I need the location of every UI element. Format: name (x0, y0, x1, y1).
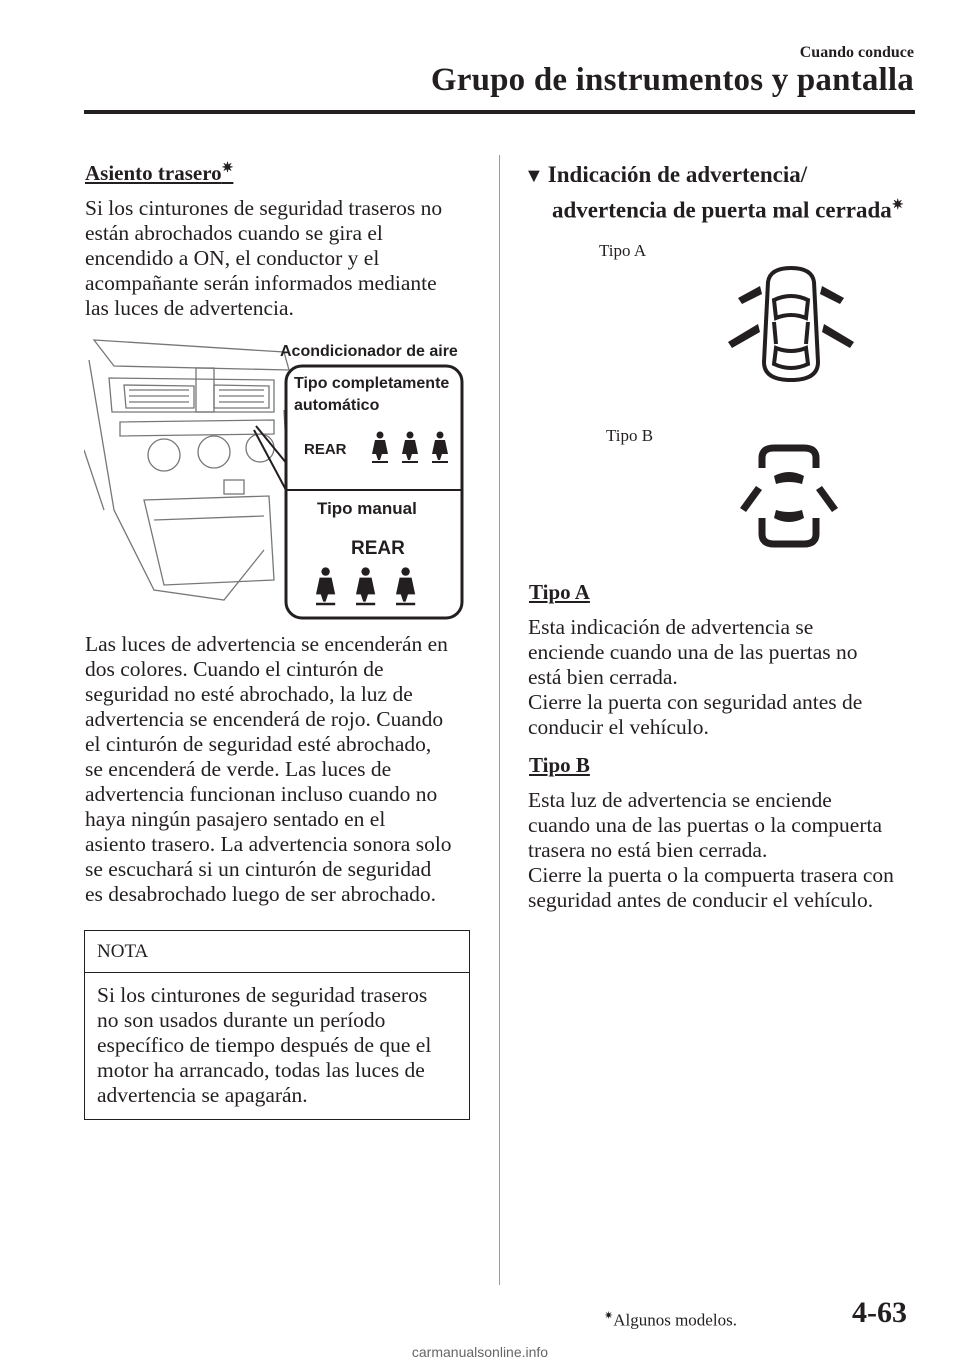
figure-a-label: Tipo A (599, 241, 647, 260)
figure-b-label: Tipo B (606, 426, 654, 445)
door-icon (740, 472, 838, 522)
rear-seat-heading-text: Asiento trasero (85, 161, 222, 185)
warning-lights-body: Las luces de advertencia se encenderán en dos colores. Cuando el cinturón de seguridad no esté abrochado, la luz de advertencia se encenderá de rojo. Cuando el cinturón de seguridad esté abrochado, se encenderá de verde. Las luces de advertencia funcionan incluso cuando no haya ningún pasajero sentado en el asiento trasero. La advertencia sonora solo se escuchará si un cinturón de seguridad es desabrochado luego de ser abrochado. (85, 632, 452, 906)
footer-note-text: Algunos modelos. (613, 1310, 737, 1330)
rear-seatbelt-figure (84, 330, 470, 620)
rear-label-auto: REAR (304, 441, 347, 458)
tipo-b-text: Esta luz de advertencia se enciende cuando una de las puertas o la compuerta trasera no está bien cerrada. Cierre la puerta o la compuerta trasera con seguridad antes de conducir el vehículo. (528, 788, 894, 912)
column-divider (499, 155, 500, 1285)
auto-type-label: automático (294, 397, 380, 414)
header-section: Cuando conduce (799, 44, 914, 61)
door-ajar-icon-a (718, 262, 864, 386)
some-models-mark: ✷ (891, 198, 904, 213)
manual-type-label: Tipo manual (317, 499, 417, 518)
some-models-mark: ✷ (604, 1310, 614, 1322)
aircon-label: Acondicionador de aire (280, 343, 458, 360)
footer-note (604, 1309, 737, 1331)
triangle-icon: ▼ (524, 165, 544, 187)
rear-seat-heading (85, 160, 233, 186)
rear-label-manual: REAR (351, 538, 405, 559)
note-title: NOTA (85, 931, 469, 973)
door-warning-heading-line1: Indicación de advertencia/ (547, 162, 808, 187)
note-text: Si los cinturones de seguridad traseros no son usados durante un período específico de tiempo después de que el motor ha arrancado, todas las luces de advertencia se apagarán. (97, 983, 432, 1107)
header-rule (84, 110, 915, 114)
door-warning-heading-line2: advertencia de puerta mal cerrada (552, 197, 892, 223)
door-warning-heading (524, 160, 904, 225)
watermark: carmanualsonline.info (411, 1344, 549, 1360)
note-box (84, 930, 470, 1120)
dashboard-drawing (84, 340, 294, 600)
car-top-view-icon (764, 268, 818, 380)
some-models-mark: ✷ (221, 161, 234, 176)
rear-seat-intro: Si los cinturones de seguridad traseros no están abrochados cuando se gira el encendido a ON, el conductor y el acompañante serán informados mediante las luces de advertencia. (85, 196, 443, 320)
tipo-b-heading: Tipo B (529, 753, 590, 777)
auto-type-label: Tipo completamente (294, 375, 450, 392)
tipo-a-text: Esta indicación de advertencia se enciende cuando una de las puertas no está bien cerrada. Cierre la puerta con seguridad antes de conducir el vehículo. (528, 615, 863, 739)
tipo-a-heading: Tipo A (529, 580, 590, 604)
door-ajar-icon-b (734, 440, 844, 550)
page-number: 4-63 (852, 1296, 907, 1329)
page-title: Grupo de instrumentos y pantalla (430, 62, 914, 98)
car-outline-icon (762, 448, 816, 544)
